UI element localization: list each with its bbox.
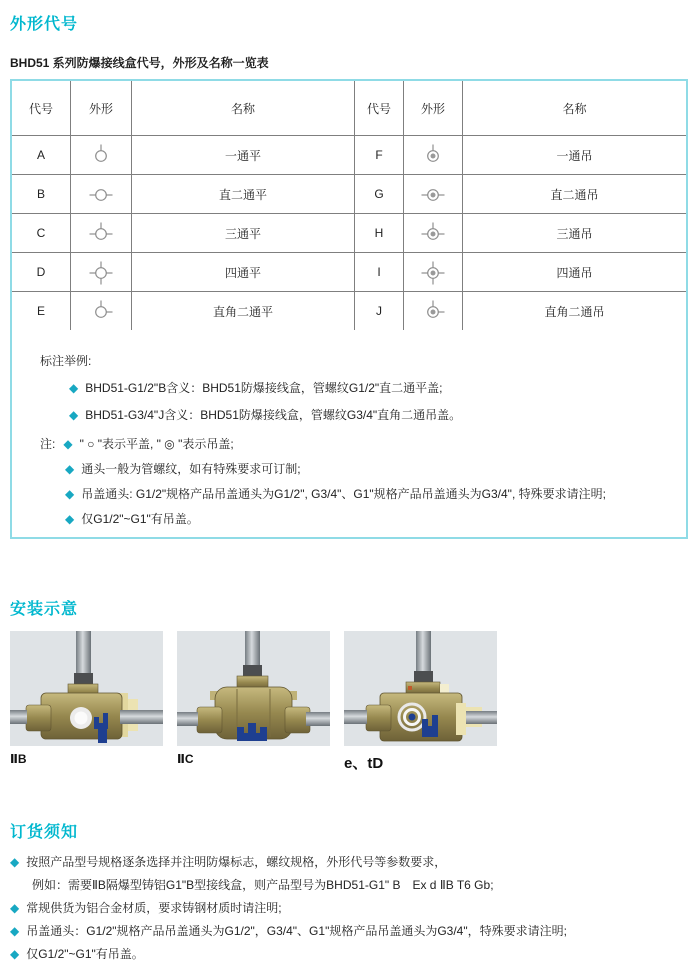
code-cell: A xyxy=(12,136,71,175)
name-cell: 一通平 xyxy=(132,136,355,175)
example-item xyxy=(69,381,672,395)
shape-cell xyxy=(71,175,132,214)
name-cell: 直角二通吊 xyxy=(463,292,687,331)
code-cell: B xyxy=(12,175,71,214)
code-cell: D xyxy=(12,253,71,292)
table-header-row xyxy=(12,81,686,136)
shape-cell xyxy=(404,214,463,253)
name-cell: 三通吊 xyxy=(463,214,687,253)
ordering-item-example: 例如：需要ⅡB隔爆型铸铝G1"B型接线盒，则产品型号为BHD51-G1" B Ex d ⅡB T6 Gb; xyxy=(32,878,494,892)
shape-codes-box xyxy=(10,79,688,539)
table-row xyxy=(12,253,686,292)
ordering-text: 按照产品型号规格逐条选择并注明防爆标志，螺纹规格，外形代号等参数要求， xyxy=(26,855,447,869)
shape-cell xyxy=(71,253,132,292)
example-text: BHD51-G1/2"B含义：BHD51防爆接线盒，管螺纹G1/2"直二通平盖; xyxy=(85,381,443,395)
ordering-item xyxy=(10,924,700,938)
note-text: 吊盖通头: G1/2"规格产品吊盖通头为G1/2", G3/4"、G1"规格产品吊盖通头为G3/4", 特殊要求请注明; xyxy=(81,487,606,501)
table-caption: BHD51 系列防爆接线盒代号，外形及名称一览表 xyxy=(10,56,269,70)
installation-figure-iic xyxy=(177,631,330,773)
diamond-bullet-icon: ◆ xyxy=(10,855,20,869)
diamond-bullet-icon: ◆ xyxy=(65,462,75,476)
note-label: 注: xyxy=(40,437,56,451)
diamond-bullet-icon: ◆ xyxy=(10,901,20,915)
name-cell: 四通吊 xyxy=(463,253,687,292)
note-item xyxy=(65,512,672,526)
section-title-shape-codes: 外形代号 xyxy=(10,16,79,33)
installation-figure-e-td xyxy=(344,631,497,773)
figure-label-iib: ⅡB xyxy=(10,752,27,766)
shape-icon-straight-two-outlet-hanging xyxy=(404,181,462,207)
notes-block xyxy=(26,437,672,526)
junction-box-render-e-td xyxy=(344,631,497,746)
notes-area xyxy=(12,330,686,537)
shape-icon-right-angle-two-outlet-hanging xyxy=(404,298,462,324)
ordering-item xyxy=(10,855,700,869)
ordering-item xyxy=(10,901,700,915)
ordering-notes-list xyxy=(10,855,700,961)
shape-icon-four-outlet-hanging xyxy=(404,259,462,285)
shape-cell xyxy=(71,214,132,253)
col-header-code-left: 代号 xyxy=(12,81,71,136)
shape-cell xyxy=(404,136,463,175)
diamond-bullet-icon: ◆ xyxy=(69,381,79,395)
diamond-bullet-icon: ◆ xyxy=(69,408,79,422)
ordering-text: 吊盖通头：G1/2"规格产品吊盖通头为G1/2"，G3/4"、G1"规格产品吊盖通头为G3/4"，特殊要求请注明; xyxy=(26,924,567,938)
code-cell: H xyxy=(355,214,404,253)
code-cell: J xyxy=(355,292,404,331)
name-cell: 四通平 xyxy=(132,253,355,292)
col-header-shape-right: 外形 xyxy=(404,81,463,136)
table-row xyxy=(12,214,686,253)
shape-cell xyxy=(71,136,132,175)
col-header-name-right: 名称 xyxy=(463,81,687,136)
name-cell: 一通吊 xyxy=(463,136,687,175)
figure-label-iic: ⅡC xyxy=(177,752,194,766)
name-cell: 直二通吊 xyxy=(463,175,687,214)
code-cell: F xyxy=(355,136,404,175)
shape-icon-right-angle-two-outlet-flat xyxy=(71,298,131,324)
ordering-text: 常规供货为铝合金材质，要求铸钢材质时请注明; xyxy=(26,901,282,915)
ordering-text: 仅G1/2"~G1"有吊盖。 xyxy=(26,947,144,961)
col-header-code-right: 代号 xyxy=(355,81,404,136)
shape-icon-one-outlet-flat xyxy=(71,142,131,168)
name-cell: 直角二通平 xyxy=(132,292,355,331)
installation-figure-iib xyxy=(10,631,163,773)
col-header-shape-left: 外形 xyxy=(71,81,132,136)
name-cell: 三通平 xyxy=(132,214,355,253)
shape-table-body xyxy=(12,136,686,331)
shape-cell xyxy=(71,292,132,331)
section-title-installation: 安装示意 xyxy=(10,601,79,618)
table-row xyxy=(12,292,686,331)
junction-box-render-iib xyxy=(10,631,163,746)
examples-title: 标注举例: xyxy=(40,354,92,368)
code-cell: C xyxy=(12,214,71,253)
shape-icon-straight-two-outlet-flat xyxy=(71,181,131,207)
section-title-ordering: 订货须知 xyxy=(10,824,79,841)
figure-label-e-td: e、tD xyxy=(344,755,384,772)
shape-cell xyxy=(404,253,463,292)
diamond-bullet-icon: ◆ xyxy=(65,512,75,526)
note-text: 通头一般为管螺纹，如有特殊要求可订制; xyxy=(81,462,301,476)
note-item xyxy=(65,462,672,476)
shape-cell xyxy=(404,292,463,331)
installation-images-row xyxy=(10,631,700,773)
shape-icon-three-outlet-hanging xyxy=(404,220,462,246)
code-cell: E xyxy=(12,292,71,331)
diamond-bullet-icon: ◆ xyxy=(10,924,20,938)
note-item xyxy=(40,437,672,451)
note-item xyxy=(65,487,672,501)
shape-icon-four-outlet-flat xyxy=(71,259,131,285)
table-row xyxy=(12,175,686,214)
shape-table xyxy=(12,81,686,330)
code-cell: G xyxy=(355,175,404,214)
junction-box-render-iic xyxy=(177,631,330,746)
diamond-bullet-icon: ◆ xyxy=(10,947,20,961)
ordering-item xyxy=(10,947,700,961)
example-item xyxy=(69,408,672,422)
note-text: 仅G1/2"~G1"有吊盖。 xyxy=(81,512,199,526)
shape-icon-three-outlet-flat xyxy=(71,220,131,246)
code-cell: I xyxy=(355,253,404,292)
shape-cell xyxy=(404,175,463,214)
name-cell: 直二通平 xyxy=(132,175,355,214)
example-text: BHD51-G3/4"J含义：BHD51防爆接线盒，管螺纹G3/4"直角二通吊盖。 xyxy=(85,408,462,422)
note-text: " ○ "表示平盖, " ◎ "表示吊盖; xyxy=(79,437,234,451)
diamond-bullet-icon: ◆ xyxy=(63,437,73,451)
shape-icon-one-outlet-hanging xyxy=(404,142,462,168)
table-row xyxy=(12,136,686,175)
diamond-bullet-icon: ◆ xyxy=(65,487,75,501)
col-header-name-left: 名称 xyxy=(132,81,355,136)
